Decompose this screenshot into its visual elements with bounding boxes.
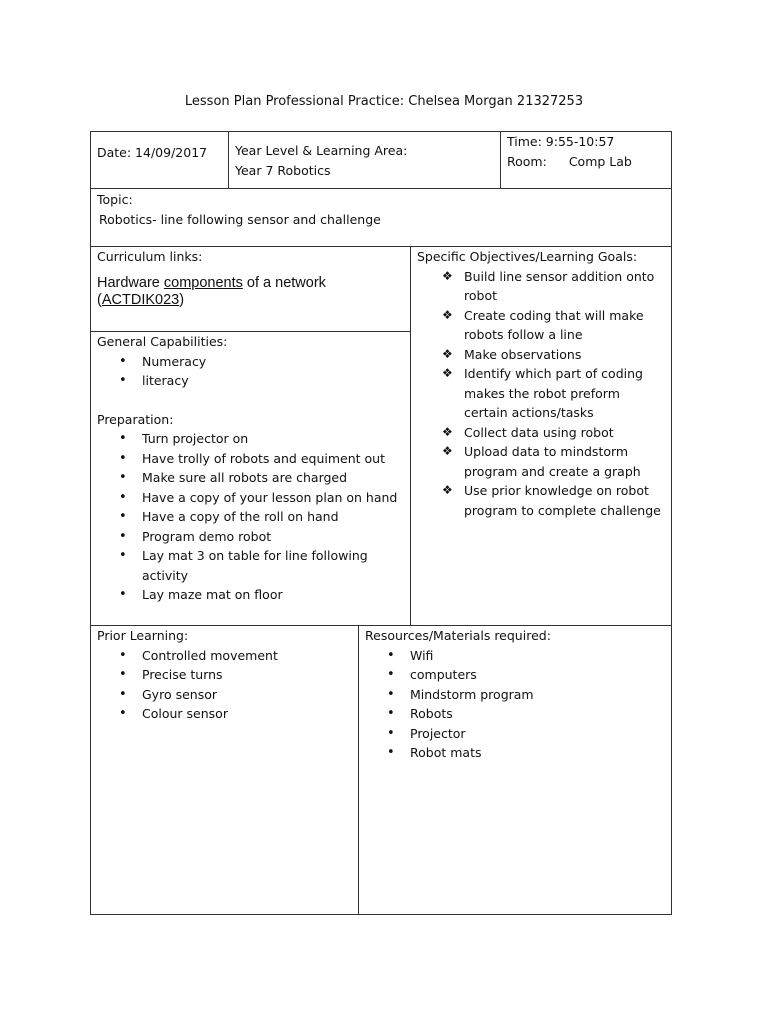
capabilities-list bbox=[97, 352, 404, 391]
resource-item: • Robots bbox=[365, 704, 665, 724]
capability-item: • literacy bbox=[97, 371, 404, 391]
preparation-item: • Have a copy of your lesson plan on hand bbox=[97, 488, 404, 508]
prior-learning-item: • Colour sensor bbox=[97, 704, 352, 724]
curriculum-text bbox=[97, 275, 404, 309]
year-level-cell bbox=[228, 131, 501, 189]
objective-item: ❖ Make observations bbox=[419, 345, 665, 365]
objective-item: ❖ Build line sensor addition onto robot bbox=[419, 267, 665, 306]
capabilities-label: General Capabilities: bbox=[97, 334, 228, 349]
curriculum-code-open: ( bbox=[97, 291, 102, 308]
objectives-cell bbox=[410, 246, 672, 626]
curriculum-code-close: ) bbox=[179, 291, 185, 308]
room-value: Comp Lab bbox=[568, 153, 632, 169]
year-level-value: Year 7 Robotics bbox=[235, 162, 331, 178]
objective-item: ❖ Identify which part of coding makes the robot preform certain actions/tasks bbox=[419, 364, 665, 423]
objectives-label: Specific Objectives/Learning Goals: bbox=[417, 249, 638, 264]
room-label: Room: bbox=[507, 153, 547, 169]
objective-item: ❖ Upload data to mindstorm program and create a graph bbox=[419, 442, 665, 481]
room-line bbox=[507, 152, 665, 172]
document-title: Lesson Plan Professional Practice: Chelsea Morgan 21327253 bbox=[184, 94, 584, 109]
topic-cell bbox=[90, 188, 672, 247]
resource-item: • Projector bbox=[365, 724, 665, 744]
preparation-item: • Program demo robot bbox=[97, 527, 404, 547]
curriculum-label: Curriculum links: bbox=[97, 249, 203, 264]
curriculum-code: ACTDIK023 bbox=[101, 291, 180, 308]
resource-item: • Mindstorm program bbox=[365, 685, 665, 705]
preparation-item: • Have a copy of the roll on hand bbox=[97, 507, 404, 527]
resource-item: • Wifi bbox=[365, 646, 665, 666]
time-room-cell bbox=[500, 131, 672, 189]
resource-item: • Robot mats bbox=[365, 743, 665, 763]
objective-item: ❖ Create coding that will make robots follow a line bbox=[419, 306, 665, 345]
resources-list bbox=[365, 646, 665, 763]
topic-value: Robotics- line following sensor and challenge bbox=[99, 211, 381, 227]
objectives-list bbox=[419, 267, 665, 521]
capability-item: • Numeracy bbox=[97, 352, 404, 372]
preparation-item: • Lay maze mat on floor bbox=[97, 585, 404, 605]
capabilities-cell bbox=[90, 331, 411, 626]
date-cell bbox=[90, 131, 229, 189]
prior-learning-item: • Precise turns bbox=[97, 665, 352, 685]
preparation-label: Preparation: bbox=[97, 411, 174, 427]
preparation-item: • Have trolly of robots and equiment out bbox=[97, 449, 404, 469]
curriculum-text-middle: of a network bbox=[242, 274, 326, 291]
resource-item: • computers bbox=[365, 665, 665, 685]
resources-label: Resources/Materials required: bbox=[365, 628, 551, 643]
prior-learning-cell bbox=[90, 625, 359, 915]
resources-cell bbox=[358, 625, 672, 915]
preparation-item: • Make sure all robots are charged bbox=[97, 468, 404, 488]
curriculum-link-word: components bbox=[163, 274, 243, 291]
prior-learning-item: • Gyro sensor bbox=[97, 685, 352, 705]
objective-item: ❖ Use prior knowledge on robot program to complete challenge bbox=[419, 481, 665, 520]
preparation-item: • Lay mat 3 on table for line following activity bbox=[97, 546, 404, 585]
year-level-label: Year Level & Learning Area: bbox=[235, 143, 408, 158]
preparation-item: • Turn projector on bbox=[97, 429, 404, 449]
curriculum-cell bbox=[90, 246, 411, 332]
prior-learning-list bbox=[97, 646, 352, 724]
preparation-list bbox=[97, 429, 404, 605]
prior-learning-label: Prior Learning: bbox=[97, 628, 189, 643]
topic-label: Topic: bbox=[97, 192, 133, 207]
time-text: Time: 9:55-10:57 bbox=[507, 134, 615, 149]
date-text: Date: 14/09/2017 bbox=[97, 145, 208, 160]
prior-learning-item: • Controlled movement bbox=[97, 646, 352, 666]
curriculum-text-before: Hardware bbox=[97, 274, 164, 291]
objective-item: ❖ Collect data using robot bbox=[419, 423, 665, 443]
